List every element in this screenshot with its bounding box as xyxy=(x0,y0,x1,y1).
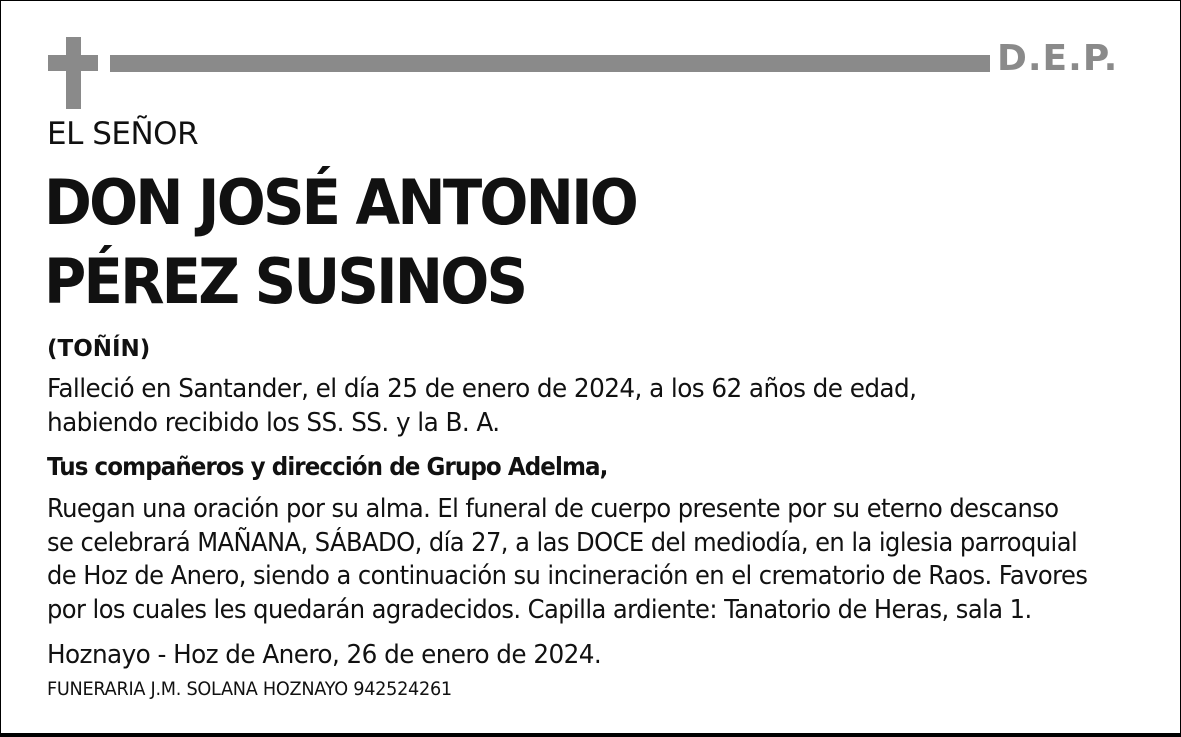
nickname: (TOÑÍN) xyxy=(47,336,151,362)
funeral-text-line-3: de Hoz de Anero, siendo a continuación su incineración en el crematorio de Raos. Favores xyxy=(47,561,1088,591)
dep-label: D.E.P. xyxy=(997,38,1119,79)
death-notice xyxy=(47,373,916,440)
place-date: Hoznayo - Hoz de Anero, 26 de enero de 2024. xyxy=(47,640,602,670)
death-notice-line-2: habiendo recibido los SS. SS. y la B. A. xyxy=(47,407,500,438)
funeral-text-line-2: se celebrará MAÑANA, SÁBADO, día 27, a las DOCE del mediodía, en la iglesia parroquial xyxy=(47,527,1078,558)
funeral-text-line-1: Ruegan una oración por su alma. El funeral de cuerpo presente por su eterno descanso xyxy=(47,494,1059,524)
deceased-name-line-2: PÉREZ SUSINOS xyxy=(44,245,526,318)
header-rule xyxy=(110,55,990,72)
death-notice-line-1: Falleció en Santander, el día 25 de enero de 2024, a los 62 años de edad, xyxy=(47,374,917,404)
cross-icon xyxy=(48,37,98,109)
title-prefix: EL SEÑOR xyxy=(47,116,199,152)
deceased-name-line-1: DON JOSÉ ANTONIO xyxy=(44,166,636,239)
funeral-home: FUNERARIA J.M. SOLANA HOZNAYO 942524261 xyxy=(47,678,452,700)
mourners-line: Tus compañeros y dirección de Grupo Adelma, xyxy=(47,452,608,481)
funeral-text-line-4: por los cuales les quedarán agradecidos. Capilla ardiente: Tanatorio de Heras, sala 1. xyxy=(47,594,1032,625)
funeral-text xyxy=(47,493,1087,627)
